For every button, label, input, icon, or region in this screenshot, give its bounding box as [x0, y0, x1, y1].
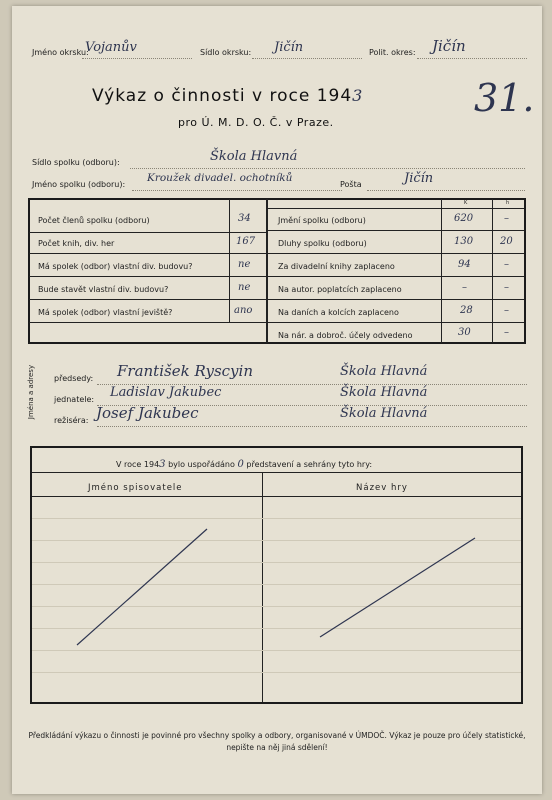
- okres-value: Vojanův: [85, 40, 137, 55]
- chairman-address: Škola Hlavná: [340, 364, 428, 379]
- plays-heading-mid: bylo uspořádáno: [168, 460, 235, 469]
- jmeno-spolku-label: Jméno spolku (odboru):: [32, 180, 126, 189]
- director-label: režiséra:: [54, 416, 89, 425]
- stat-stage-label: Má spolek (odbor) vlastní jeviště?: [38, 308, 173, 317]
- stat-building-label: Má spolek (odbor) vlastní div. budovu?: [38, 262, 193, 271]
- stat-debts-h: 20: [500, 236, 513, 247]
- stat-books-value: 167: [236, 236, 256, 247]
- plays-cross-out-strokes: [32, 497, 521, 702]
- form-number: 31.: [474, 76, 535, 120]
- sidlo-spolku-label: Sídlo spolku (odboru):: [32, 158, 120, 167]
- col-title-header: Název hry: [356, 483, 408, 493]
- stat-books-paid-label: Za divadelní knihy zaplaceno: [278, 262, 395, 271]
- stat-charity-label: Na nár. a dobroč. účely odvedeno: [278, 331, 413, 340]
- director-address: Škola Hlavná: [340, 406, 428, 421]
- director-name: Josef Jakubec: [96, 404, 199, 422]
- secretary-address: Škola Hlavná: [340, 385, 428, 400]
- h-header: h: [506, 200, 510, 206]
- stat-assets-h: –: [504, 213, 509, 224]
- plays-heading: [116, 459, 372, 470]
- stat-books-paid-h: –: [504, 259, 509, 270]
- posta-label: Pošta: [340, 180, 362, 189]
- stat-members-value: 34: [238, 213, 251, 224]
- stat-author-fees-label: Na autor. poplatcích zaplaceno: [278, 285, 402, 294]
- stat-debts-label: Dluhy spolku (odboru): [278, 239, 367, 248]
- chairman-name: František Ryscyin: [117, 362, 253, 380]
- stat-taxes-k: 28: [460, 305, 473, 316]
- title-text: Výkaz o činnosti v roce 194: [92, 86, 353, 106]
- plays-heading-post: představení a sehrány tyto hry:: [246, 460, 373, 469]
- plays-heading-year: 3: [159, 459, 166, 470]
- stat-build-plan-label: Bude stavět vlastní div. budovu?: [38, 285, 169, 294]
- stat-author-fees-k: –: [462, 282, 467, 293]
- stat-assets-label: Jmění spolku (odboru): [278, 216, 366, 225]
- stat-assets-k: 620: [454, 213, 474, 224]
- title-year-digit: 3: [352, 86, 364, 105]
- okres-label: Jméno okrsku:: [32, 48, 89, 57]
- stat-building-value: ne: [238, 259, 251, 270]
- secretary-name: Ladislav Jakubec: [110, 385, 222, 400]
- secretary-label: jednatele:: [54, 395, 95, 404]
- chairman-label: předsedy:: [54, 374, 94, 383]
- form-title: [92, 86, 363, 106]
- addresses-side-label: Jména a adresy: [27, 364, 36, 420]
- form-subtitle: pro Ú. M. D. O. Č. v Praze.: [178, 116, 334, 129]
- sidlo-okrsku-label: Sídlo okrsku:: [200, 48, 252, 57]
- stat-charity-k: 30: [458, 327, 471, 338]
- plays-heading-count: 0: [237, 459, 244, 470]
- sidlo-spolku-value: Škola Hlavná: [210, 149, 298, 164]
- posta-value: Jičín: [404, 171, 434, 186]
- stat-taxes-label: Na daních a kolcích zaplaceno: [278, 308, 399, 317]
- form-sheet: [12, 6, 542, 794]
- footer-note: Předkládání výkazu o činnosti je povinné pro všechny spolky a odbory, organisované v ÚMDOČ. Výkaz je pouze pro účely statistické, nepište na něj jiná sdělení!: [28, 731, 526, 752]
- stat-books-paid-k: 94: [458, 259, 471, 270]
- jmeno-spolku-value: Kroužek divadel. ochotníků: [147, 172, 293, 184]
- polit-okres-value: Jičín: [432, 37, 466, 55]
- stat-debts-k: 130: [454, 236, 474, 247]
- stat-stage-value: ano: [234, 305, 253, 316]
- sidlo-okrsku-value: Jičín: [274, 40, 304, 55]
- stat-charity-h: –: [504, 327, 509, 338]
- k-header: K: [464, 200, 468, 206]
- polit-okres-label: Polit. okres:: [369, 48, 416, 57]
- stat-build-plan-value: ne: [238, 282, 251, 293]
- stat-taxes-h: –: [504, 305, 509, 316]
- stat-author-fees-h: –: [504, 282, 509, 293]
- plays-heading-pre: V roce 194: [116, 460, 160, 469]
- stat-members-label: Počet členů spolku (odboru): [38, 216, 150, 225]
- col-author-header: Jméno spisovatele: [88, 483, 183, 493]
- stat-books-label: Počet knih, div. her: [38, 239, 115, 248]
